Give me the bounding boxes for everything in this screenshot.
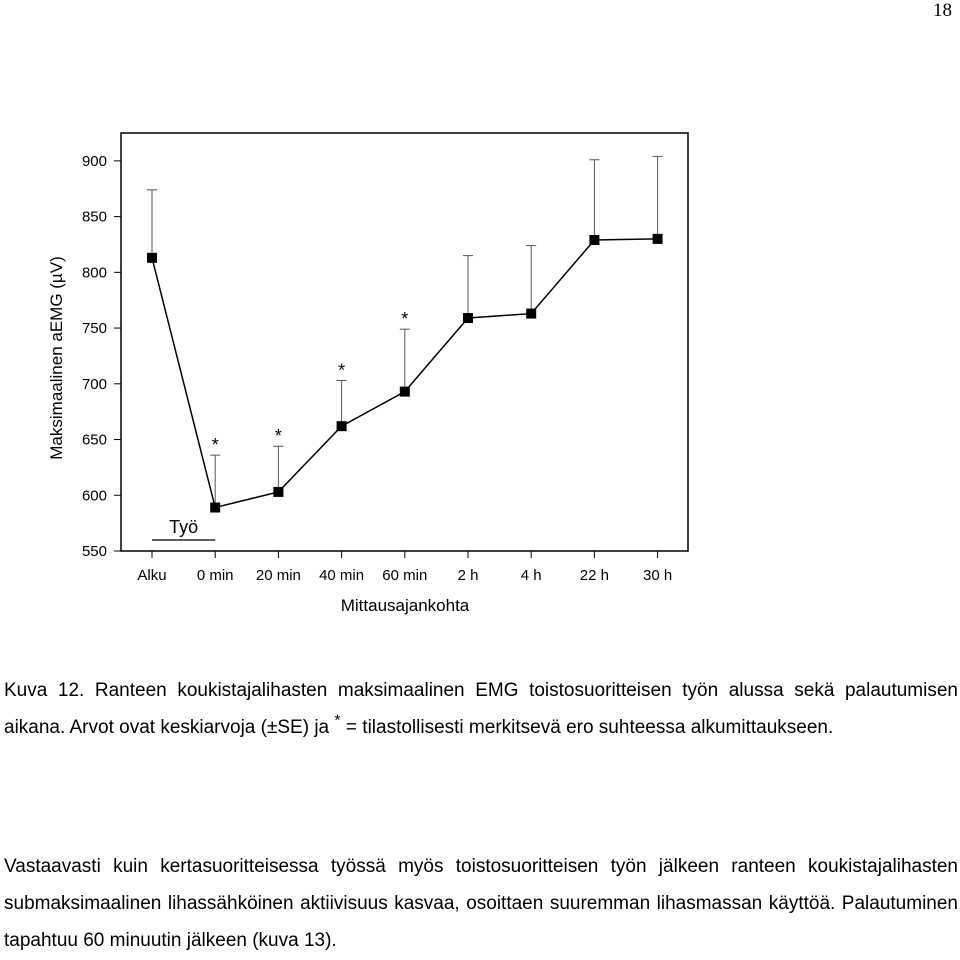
y-tick-label: 650 bbox=[81, 431, 107, 449]
work-annotation-label: Työ bbox=[169, 517, 199, 537]
significance-star: * bbox=[274, 426, 282, 447]
caption-star: * bbox=[334, 712, 341, 730]
x-tick-label: 60 min bbox=[382, 567, 428, 584]
data-point-marker bbox=[147, 253, 157, 263]
y-tick-label: 900 bbox=[81, 152, 107, 170]
x-axis-label: Mittausajankohta bbox=[340, 596, 470, 615]
x-tick-label: 4 h bbox=[520, 567, 542, 584]
y-tick-label: 750 bbox=[81, 320, 107, 338]
significance-star: * bbox=[338, 360, 346, 381]
x-tick-label: 20 min bbox=[255, 567, 301, 584]
caption-text-end: = tilastollisesti merkitsevä ero suhteessa alkumittaukseen. bbox=[340, 717, 834, 738]
data-point-marker bbox=[400, 387, 410, 397]
y-tick-label: 800 bbox=[81, 264, 107, 282]
y-axis-label: Maksimaalinen aEMG (µV) bbox=[47, 256, 66, 460]
work-annotation bbox=[152, 517, 215, 540]
data-point-marker bbox=[273, 487, 283, 497]
y-tick-label: 550 bbox=[81, 543, 107, 560]
significance-star: * bbox=[401, 309, 409, 330]
y-tick-label: 600 bbox=[81, 487, 107, 505]
x-tick-label: 2 h bbox=[457, 567, 479, 584]
data-point-marker bbox=[589, 235, 599, 245]
y-tick-label: 850 bbox=[81, 208, 107, 226]
data-point-marker bbox=[463, 313, 473, 323]
caption-text: Kuva 12. Ranteen koukistajalihasten maksimaalinen EMG toistosuoritteisen työn alussa sekä palautumisen aikana. Arvot ovat keskiarvoja (±SE) ja bbox=[4, 680, 958, 738]
figure-caption bbox=[4, 672, 958, 746]
y-ticks bbox=[82, 153, 121, 560]
x-tick-label: 40 min bbox=[319, 567, 365, 584]
x-ticks bbox=[137, 551, 672, 584]
y-tick-label: 700 bbox=[81, 375, 107, 393]
significance-star: * bbox=[211, 435, 219, 456]
x-tick-label: 22 h bbox=[579, 567, 610, 584]
body-paragraph: Vastaavasti kuin kertasuoritteisessa työssä myös toistosuoritteisen työn jälkeen ranteen koukistajalihasten submaksimaalinen lihassähköinen aktiivisuus kasvaa, osoittaen suuremman lihasmassan käyttöä. Palautuminen tapahtuu 60 minuutin jälkeen (kuva 13). bbox=[4, 856, 958, 951]
page-number: 18 bbox=[933, 0, 952, 21]
data-point-marker bbox=[526, 309, 536, 319]
significance-stars bbox=[212, 309, 409, 455]
data-point-marker bbox=[337, 421, 347, 431]
data-point-marker bbox=[210, 503, 220, 513]
error-bars bbox=[147, 156, 663, 507]
x-tick-label: Alku bbox=[137, 567, 167, 584]
data-point-marker bbox=[653, 234, 663, 244]
x-tick-label: 30 h bbox=[642, 567, 673, 584]
x-tick-label: 0 min bbox=[196, 567, 234, 584]
